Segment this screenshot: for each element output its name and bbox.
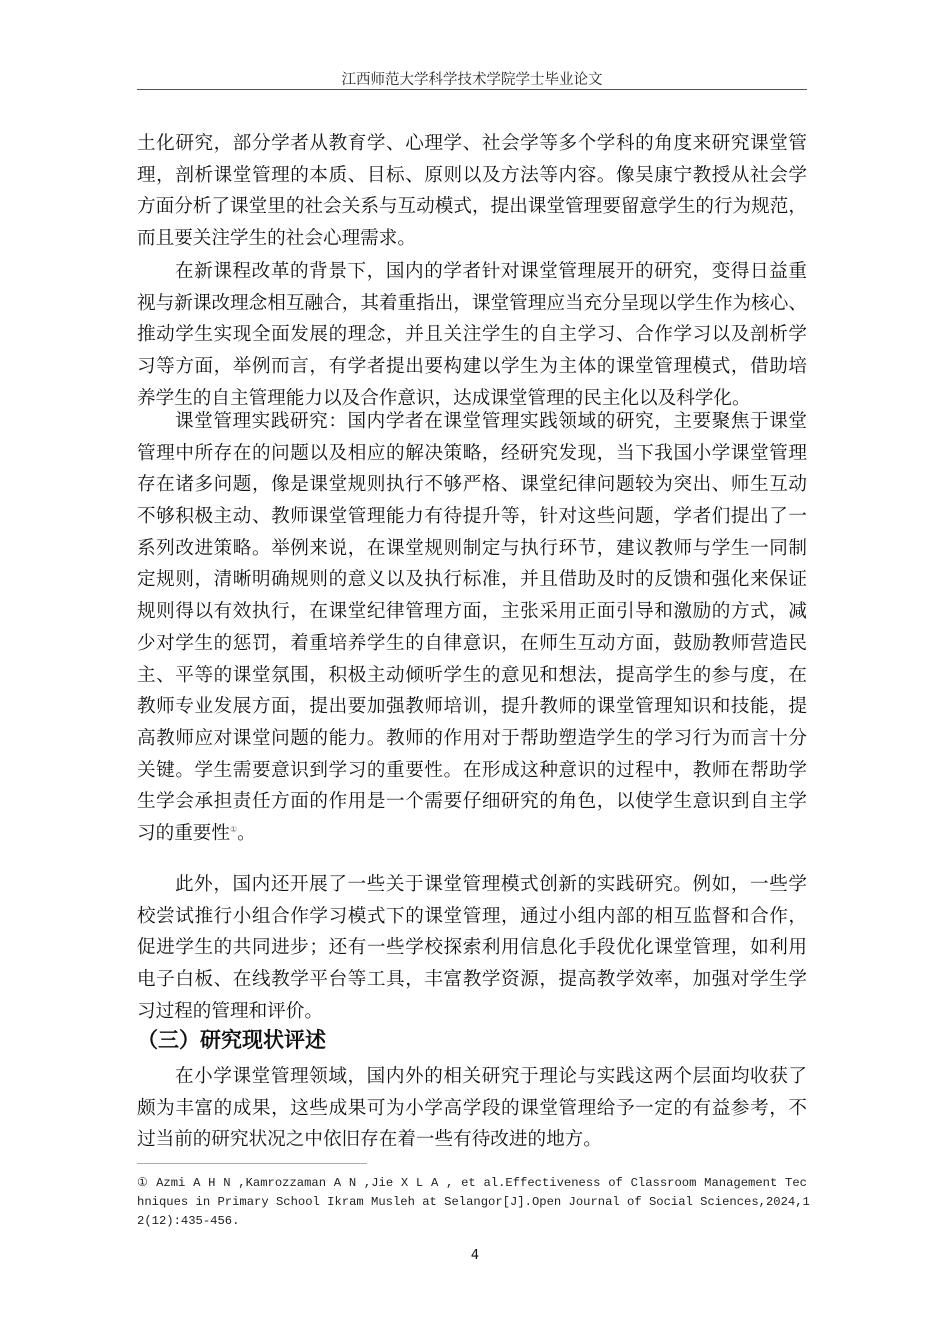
- text-line-content: 促进学生的共同进步；还有一些学校探索利用信息化手段优化课堂管理，如利用: [137, 937, 807, 959]
- text-line: [137, 755, 807, 787]
- section-heading: （三）研究现状评述: [137, 1028, 326, 1052]
- text-line: [137, 223, 807, 255]
- text-line-content: 存在诸多问题，像是课堂规则执行不够严格、课堂纪律问题较为突出、师生互动: [137, 474, 807, 496]
- footnote-line: ① Azmi A H N ,Kamrozzaman A N ,Jie X L A , et al.Effectiveness of Classroom Management Tec: [137, 1176, 807, 1190]
- text-line-content: 过当前的研究状况之中依旧存在着一些有待改进的地方。: [137, 1129, 602, 1151]
- text-line: [137, 288, 807, 320]
- text-line-content: 管理中所存在的问题以及相应的解决策略，经研究发现，当下我国小学课堂管理: [137, 442, 807, 464]
- text-line-content: 不够积极主动、教师课堂管理能力有待提升等，针对这些问题，学者们提出了一: [137, 506, 807, 528]
- text-line-content: 高教师应对课堂问题的能力。教师的作用对于帮助塑造学生的学习行为而言十分: [137, 727, 807, 749]
- text-line-content: 系列改进策略。举例来说，在课堂规则制定与执行环节，建议教师与学生一同制: [137, 537, 807, 559]
- text-line-content: 少对学生的惩罚，着重培养学生的自律意识，在师生互动方面，鼓励教师营造民: [137, 632, 807, 654]
- text-line-content: 推动学生实现全面发展的理念，并且关注学生的自主学习、合作学习以及剖析学: [137, 324, 807, 346]
- paragraph: [137, 406, 807, 850]
- text-line-content: 而且要关注学生的社会心理需求。: [137, 228, 416, 250]
- text-line: [137, 786, 807, 818]
- paragraph: [137, 128, 807, 255]
- footnote: [137, 1174, 810, 1231]
- text-line-content: 习的重要性: [137, 822, 230, 844]
- text-line: [137, 256, 807, 288]
- footnote-line: hniques in Primary School Ikram Musleh at Selangor[J].Open Journal of Social Sciences,2024,1: [137, 1195, 810, 1209]
- text-line: [137, 628, 807, 660]
- text-line: [137, 818, 807, 850]
- text-line: [137, 1061, 807, 1093]
- text-line-content: 理，剖析课堂管理的本质、目标、原则以及方法等内容。像吴康宁教授从社会学: [137, 164, 807, 186]
- text-line: [137, 160, 807, 192]
- running-header: 江西师范大学科学技术学院学士毕业论文: [341, 72, 603, 88]
- text-line: [137, 128, 807, 160]
- text-line-content: 课堂管理实践研究：国内学者在课堂管理实践领域的研究，主要聚焦于课堂: [175, 411, 807, 432]
- paragraph: [137, 869, 807, 1027]
- footnote-marker[interactable]: ①: [229, 824, 238, 834]
- text-line-content: 校尝试推行小组合作学习模式下的课堂管理，通过小组内部的相互监督和合作，: [137, 905, 807, 927]
- text-line: [137, 501, 807, 533]
- text-line: [137, 469, 807, 501]
- text-line: [137, 533, 807, 565]
- text-line: [137, 191, 807, 223]
- header-divider: [137, 89, 807, 90]
- footnote-line: 2(12):435-456.: [137, 1214, 240, 1228]
- page-number: 4: [470, 1248, 480, 1263]
- text-line-content: 在小学课堂管理领域，国内外的相关研究于理论与实践这两个层面均收获了: [175, 1066, 807, 1087]
- text-line: [137, 660, 807, 692]
- text-line-content: 主、平等的课堂氛围，积极主动倾听学生的意见和想法，提高学生的参与度，在: [137, 664, 807, 686]
- paragraph: [137, 1061, 807, 1156]
- text-line-content: 养学生的自主管理能力以及合作意识，达成课堂管理的民主化以及科学化。: [137, 387, 751, 409]
- text-line: [137, 1093, 807, 1125]
- footnote-divider: [137, 1163, 367, 1164]
- text-line: [137, 438, 807, 470]
- text-line: [137, 319, 807, 351]
- text-line: [137, 869, 807, 901]
- text-line-content: 生学会承担责任方面的作用是一个需要仔细研究的角色，以使学生意识到自主学: [137, 791, 807, 813]
- text-line-content: 颇为丰富的成果，这些成果可为小学高学段的课堂管理给予一定的有益参考，不: [137, 1097, 807, 1119]
- text-line: [137, 1124, 807, 1156]
- text-line-content: 方面分析了课堂里的社会关系与互动模式，提出课堂管理要留意学生的行为规范，: [137, 196, 807, 218]
- text-line: [137, 901, 807, 933]
- text-line-content: 习过程的管理和评价。: [137, 1000, 323, 1022]
- paragraph: [137, 256, 807, 414]
- text-line: [137, 964, 807, 996]
- sentence-end: 。: [237, 822, 256, 844]
- text-line: [137, 596, 807, 628]
- text-line: [137, 723, 807, 755]
- text-line: [137, 351, 807, 383]
- text-line-content: 定规则，清晰明确规则的意义以及执行标准，并且借助及时的反馈和强化来保证: [137, 569, 807, 591]
- text-line-content: 此外，国内还开展了一些关于课堂管理模式创新的实践研究。例如，一些学: [175, 874, 807, 895]
- text-line-content: 土化研究，部分学者从教育学、心理学、社会学等多个学科的角度来研究课堂管: [137, 133, 807, 154]
- text-line-content: 关键。学生需要意识到学习的重要性。在形成这种意识的过程中，教师在帮助学: [137, 759, 807, 781]
- text-line-content: 习等方面，举例而言，有学者提出要构建以学生为主体的课堂管理模式，借助培: [137, 356, 807, 378]
- text-line: [137, 691, 807, 723]
- text-line-content: 规则得以有效执行，在课堂纪律管理方面，主张采用正面引导和激励的方式，减: [137, 601, 807, 623]
- text-line-content: 教师专业发展方面，提出要加强教师培训，提升教师的课堂管理知识和技能，提: [137, 696, 807, 718]
- text-line: [137, 996, 807, 1028]
- text-line: [137, 932, 807, 964]
- text-line: [137, 406, 807, 438]
- text-line: [137, 564, 807, 596]
- text-line-content: 在新课程改革的背景下，国内的学者针对课堂管理展开的研究，变得日益重: [175, 261, 807, 282]
- text-line-content: 视与新课改理念相互融合，其着重指出，课堂管理应当充分呈现以学生作为核心、: [137, 292, 807, 314]
- text-line-content: 电子白板、在线教学平台等工具，丰富教学资源，提高教学效率，加强对学生学: [137, 969, 807, 991]
